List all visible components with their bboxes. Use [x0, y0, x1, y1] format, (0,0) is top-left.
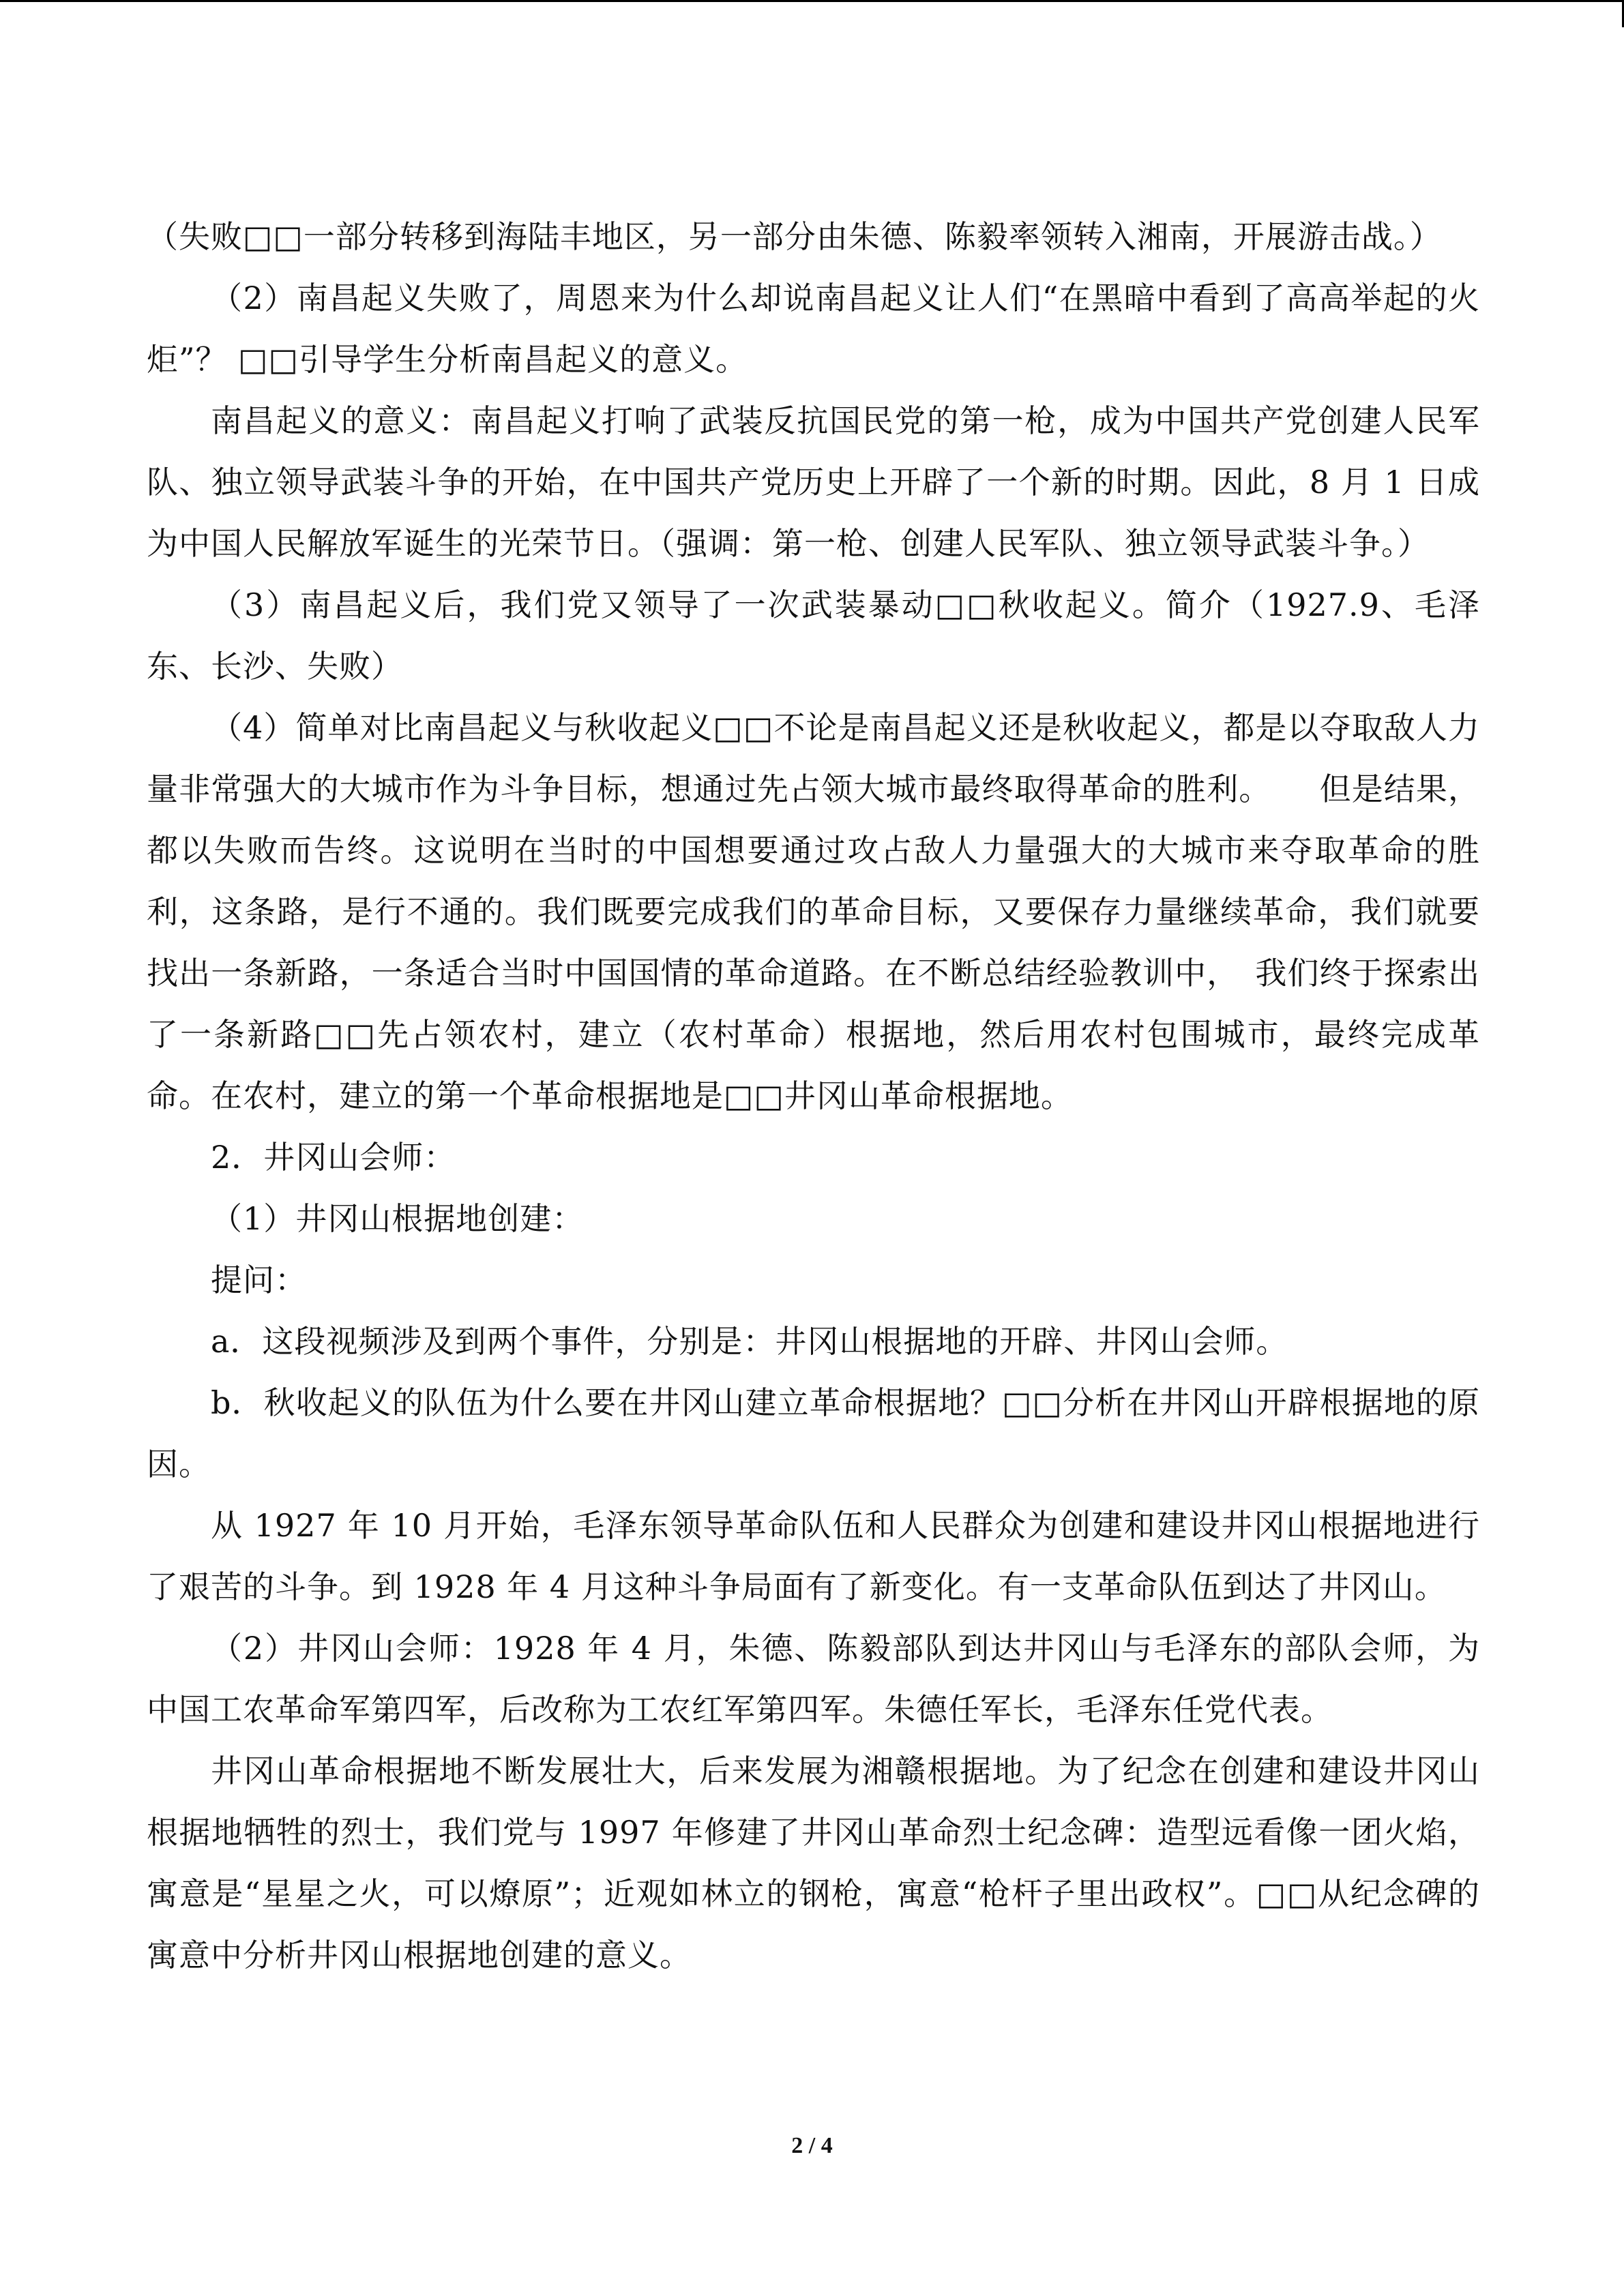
- paragraph-question-b: b．秋收起义的队伍为什么要在井冈山建立革命根据地？□□分析在井冈山开辟根据地的原因。: [147, 1384, 1480, 1482]
- paragraph-question-4: （4）简单对比南昌起义与秋收起义□□不论是南昌起义还是秋收起义，都是以夺取敌人力量非常强大的大城市作为斗争目标，想通过先占领大城市最终取得革命的胜利。 但是结果，都以失败而告终。这说明在当时的中国想要通过攻占敌人力量强大的大城市来夺取革命的胜利，这条路，是行不通的。我们既要完成我们的革命目标，又要保存力量继续革命，我们就要找出一条新路，一条适合当时中国国情的革命道路。在不断总结经验教训中， 我们终于探索出了一条新路□□先占领农村，建立（农村革命）根据地，然后用农村包围城市，最终完成革命。在农村，建立的第一个革命根据地是□□井冈山革命根据地。: [147, 709, 1480, 1114]
- paragraph-jinggangshan-meeting: （2）井冈山会师：1928 年 4 月，朱德、陈毅部队到达井冈山与毛泽东的部队会师，为中国工农革命军第四军，后改称为工农红军第四军。朱德任军长，毛泽东任党代表。: [147, 1630, 1480, 1728]
- paragraph-questions-label: 提问：: [211, 1262, 307, 1298]
- subheading-base-creation: （1）井冈山根据地创建：: [211, 1200, 585, 1237]
- paragraph-question-a: a．这段视频涉及到两个事件，分别是：井冈山根据地的开辟、井冈山会师。: [211, 1323, 1288, 1360]
- paragraph-nanchang-failure: （失败□□一部分转移到海陆丰地区，另一部分由朱德、陈毅率领转入湘南，开展游击战。）: [147, 218, 1442, 255]
- page-number: 2 / 4: [791, 2133, 833, 2158]
- paragraph-question-3: （3）南昌起义后，我们党又领导了一次武装暴动□□秋收起义。简介（1927.9、毛泽东、长沙、失败）: [147, 586, 1480, 685]
- section-heading-jinggangshan: 2．井冈山会师：: [211, 1139, 456, 1176]
- paragraph-monument: 井冈山革命根据地不断发展壮大，后来发展为湘赣根据地。为了纪念在创建和建设井冈山根据地牺牲的烈士，我们党与 1997 年修建了井冈山革命烈士纪念碑：造型远看像一团火焰，寓意是“星星之火，可以燎原”；近观如林立的钢枪，寓意“枪杆子里出政权”。□□从纪念碑的寓意中分析井冈山根据地创建的意义。: [147, 1753, 1480, 1973]
- paragraph-question-2: （2）南昌起义失败了，周恩来为什么却说南昌起义让人们“在黑暗中看到了高高举起的火炬”？ □□引导学生分析南昌起义的意义。: [147, 280, 1480, 378]
- paragraph-nanchang-significance: 南昌起义的意义：南昌起义打响了武装反抗国民党的第一枪，成为中国共产党创建人民军队、独立领导武装斗争的开始，在中国共产党历史上开辟了一个新的时期。因此，8 月 1 日成为中国人民解放军诞生的光荣节日。（强调：第一枪、创建人民军队、独立领导武装斗争。）: [147, 402, 1480, 562]
- paragraph-1927-struggle: 从 1927 年 10 月开始，毛泽东领导革命队伍和人民群众为创建和建设井冈山根据地进行了艰苦的斗争。到 1928 年 4 月这种斗争局面有了新变化。有一支革命队伍到达了井冈山。: [147, 1507, 1480, 1605]
- document-body: [147, 206, 1480, 1986]
- top-border-line: [0, 0, 1624, 2]
